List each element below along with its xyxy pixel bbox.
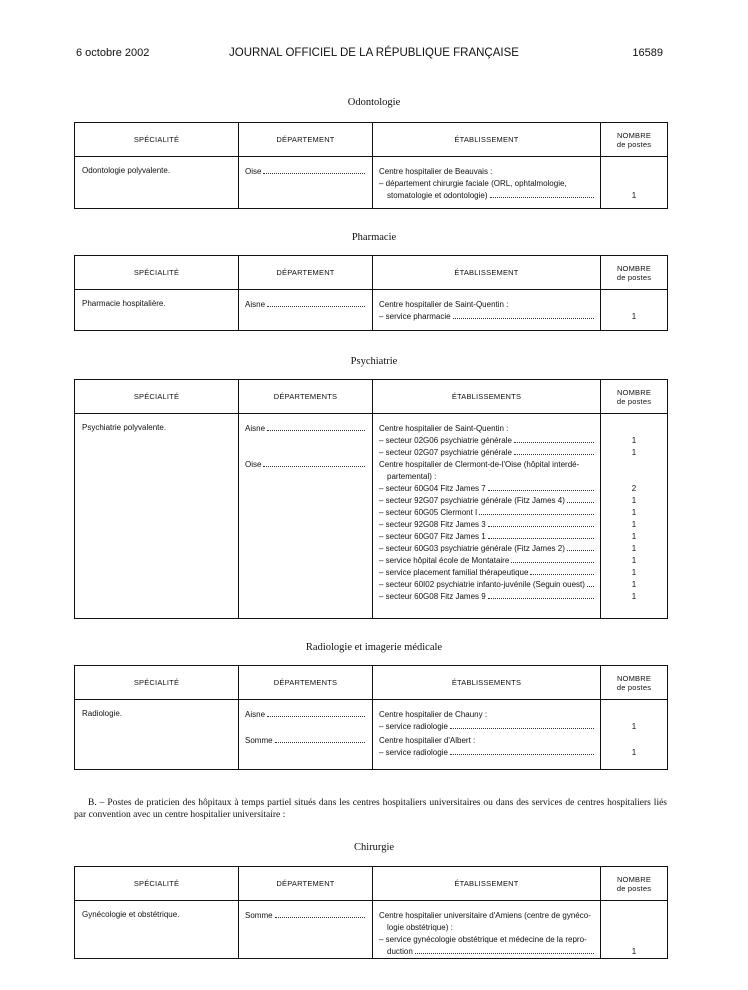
chir-nombre: 1 — [631, 947, 637, 956]
radio-etab-chauny-service: – service radiologie — [379, 721, 594, 733]
psy-nombre: 1 — [631, 592, 637, 601]
table-radiologie — [74, 665, 668, 770]
chir-etab-2: logie obstétrique) : — [387, 923, 453, 932]
pharma-departement: Aisne — [239, 299, 372, 311]
pharma-etab-1: Centre hospitalier de Saint-Quentin : — [379, 300, 509, 309]
psy-etab-oise-1: Centre hospitalier de Clermont-de-l'Oise (hôpital interdé- — [379, 460, 580, 469]
psy-departement-oise: Oise — [239, 459, 372, 471]
col-etablissement: ÉTABLISSEMENT — [373, 256, 601, 290]
col-specialite: SPÉCIALITÉ — [75, 123, 239, 157]
radio-departement-aisne: Aisne — [239, 709, 372, 721]
psy-nombre: 1 — [631, 436, 637, 445]
col-nombre: NOMBRE de postes — [601, 380, 668, 414]
psy-etab-oise-2: partemental) : — [387, 472, 437, 481]
odonto-departement: Oise — [239, 166, 372, 178]
section-title-radiologie: Radiologie et imagerie médicale — [305, 642, 443, 653]
header-page-number: 16589 — [632, 47, 663, 59]
col-etablissement: ÉTABLISSEMENT — [373, 867, 601, 901]
col-nombre: NOMBRE de postes — [601, 123, 668, 157]
list-item: – secteur 60G07 Fitz James 1 — [379, 531, 594, 543]
list-item: – secteur 60G05 Clermont I — [379, 507, 594, 519]
col-nombre: NOMBRE de postes — [601, 666, 668, 700]
header-title: JOURNAL OFFICIEL DE LA RÉPUBLIQUE FRANÇAISE — [229, 47, 519, 59]
odonto-etab-3: stomatologie et odontologie) — [379, 190, 594, 202]
list-item: – secteur 92G08 Fitz James 3 — [379, 519, 594, 531]
psy-nombre: 1 — [631, 568, 637, 577]
psy-nombre: 1 — [631, 496, 637, 505]
chir-specialite: Gynécologie et obstétrique. — [82, 910, 180, 919]
col-specialite: SPÉCIALITÉ — [75, 256, 239, 290]
psy-nombre: 1 — [631, 448, 637, 457]
table-pharmacie — [74, 255, 668, 331]
radio-nombre-albert: 1 — [631, 748, 637, 757]
col-departement: DÉPARTEMENT — [239, 867, 373, 901]
header-date: 6 octobre 2002 — [76, 47, 150, 59]
list-item: – service hôpital école de Montataire — [379, 555, 594, 567]
psy-nombre: 1 — [631, 532, 637, 541]
odonto-specialite: Odontologie polyvalente. — [82, 166, 171, 175]
radio-etab-chauny: Centre hospitalier de Chauny : — [379, 710, 488, 719]
list-item: – secteur 60G08 Fitz James 9 — [379, 591, 594, 603]
pharma-nombre: 1 — [631, 312, 637, 321]
col-nombre: NOMBRE de postes — [601, 867, 668, 901]
col-departement: DÉPARTEMENT — [239, 123, 373, 157]
col-etablissements: ÉTABLISSEMENTS — [373, 380, 601, 414]
psy-nombre: 1 — [631, 556, 637, 565]
col-departements: DÉPARTEMENTS — [239, 380, 373, 414]
psy-nombre: 1 — [631, 544, 637, 553]
pharma-specialite: Pharmacie hospitalière. — [82, 299, 166, 308]
radio-etab-albert: Centre hospitalier d'Albert : — [379, 736, 476, 745]
list-item: – secteur 60I02 psychiatrie infanto-juvénile (Seguin ouest) — [379, 579, 594, 591]
radio-specialite: Radiologie. — [82, 709, 123, 718]
odonto-nombre: 1 — [631, 191, 637, 200]
list-item: – service placement familial thérapeutique — [379, 567, 594, 579]
odonto-etab-1: Centre hospitalier de Beauvais : — [379, 167, 493, 176]
psy-specialite: Psychiatrie polyvalente. — [82, 423, 167, 432]
col-etablissement: ÉTABLISSEMENT — [373, 123, 601, 157]
table-odontologie — [74, 122, 668, 209]
section-title-pharmacie: Pharmacie — [351, 232, 397, 243]
col-specialite: SPÉCIALITÉ — [75, 666, 239, 700]
psy-etab-aisne: Centre hospitalier de Saint-Quentin : — [379, 424, 509, 433]
list-item: – secteur 60G04 Fitz James 7 — [379, 483, 594, 495]
paragraph-b: B. – Postes de praticien des hôpitaux à temps partiel situés dans les centres hospitaliers universitaires ou dans des services de centres hospitaliers liés par convention avec un centre hospitalier universitaire : — [74, 798, 667, 820]
chir-etab-1: Centre hospitalier universitaire d'Amiens (centre de gynéco- — [379, 911, 591, 920]
psy-nombre: 1 — [631, 520, 637, 529]
col-departement: DÉPARTEMENT — [239, 256, 373, 290]
list-item: – secteur 02G06 psychiatrie générale — [379, 435, 594, 447]
radio-nombre-chauny: 1 — [631, 722, 637, 731]
chir-departement: Somme — [239, 910, 372, 922]
table-psychiatrie — [74, 379, 668, 619]
psy-nombre: 1 — [631, 508, 637, 517]
col-specialite: SPÉCIALITÉ — [75, 380, 239, 414]
psy-departement-aisne: Aisne — [239, 423, 372, 435]
psy-nombre: 2 — [631, 484, 637, 493]
list-item: – secteur 02G07 psychiatrie générale — [379, 447, 594, 459]
psy-nombre: 1 — [631, 580, 637, 589]
col-departements: DÉPARTEMENTS — [239, 666, 373, 700]
list-item: – secteur 92G07 psychiatrie générale (Fitz James 4) — [379, 495, 594, 507]
radio-departement-somme: Somme — [239, 735, 372, 747]
col-specialite: SPÉCIALITÉ — [75, 867, 239, 901]
section-title-odontologie: Odontologie — [347, 97, 401, 108]
chir-etab-4: duction — [379, 946, 594, 958]
radio-etab-albert-service: – service radiologie — [379, 747, 594, 759]
col-etablissements: ÉTABLISSEMENTS — [373, 666, 601, 700]
list-item: – secteur 60G03 psychiatrie générale (Fitz James 2) — [379, 543, 594, 555]
chir-etab-3: – service gynécologie obstétrique et médecine de la repro- — [379, 935, 587, 944]
pharma-etab-2: – service pharmacie — [379, 311, 594, 323]
odonto-etab-2: – département chirurgie faciale (ORL, ophtalmologie, — [379, 179, 567, 188]
section-title-chirurgie: Chirurgie — [353, 842, 395, 853]
section-title-psychiatrie: Psychiatrie — [350, 356, 398, 367]
table-chirurgie — [74, 866, 668, 959]
col-nombre: NOMBRE de postes — [601, 256, 668, 290]
